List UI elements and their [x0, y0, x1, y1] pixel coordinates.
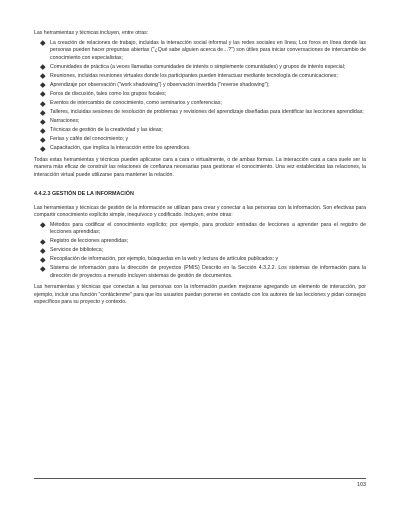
list-item-text: Servicios de biblioteca; [50, 247, 104, 254]
list-item [50, 82, 366, 90]
list-item [50, 109, 366, 117]
list-item [50, 118, 366, 126]
diamond-bullet-icon [40, 257, 45, 262]
list-item [50, 64, 366, 72]
diamond-bullet-icon [40, 92, 45, 97]
diamond-bullet-icon [40, 119, 45, 124]
diamond-bullet-icon [40, 101, 45, 106]
list-item-text: Talleres, incluidas sesiones de resolución de problemas y revisiones del aprendizaje diseñadas para identificar las lecciones aprendidas; [50, 109, 364, 116]
list-item-text: Métodos para codificar el conocimiento explícito; por ejemplo, para producir entradas de lecciones a aprender para el registro de lecciones aprendidas; [50, 221, 366, 236]
diamond-bullet-icon [40, 248, 45, 253]
list-item-text: Capacitación, que implica la interacción entre los aprendices. [50, 145, 191, 152]
diamond-bullet-icon [40, 74, 45, 79]
list-item-text: Aprendizaje por observación ("work shadowing") y observación invertida ("reverse shadowing"); [50, 81, 270, 88]
paragraph-interaction: Todas estas herramientas y técnicas pueden aplicarse cara a cara o virtualmente, o de ambas formas. La interacción cara a cara suele ser la manera más eficaz de construir las relaciones de confianza necesarias para gestionar el conocimiento. Una vez establecidas las relaciones, la interacción virtual puede utilizarse para mantener la relación. [34, 156, 366, 178]
diamond-bullet-icon [40, 83, 45, 88]
diamond-bullet-icon [40, 222, 45, 227]
list-item-text: Técnicas de gestión de la creatividad y las ideas; [50, 127, 163, 134]
list-item [50, 222, 366, 237]
list-item-text: La creación de relaciones de trabajo, incluidas la interacción social informal y las redes sociales en línea; Los foros en línea donde las personas pueden hacer preguntas abiertas ("¿Qué sabe alguien acerca de…?") son útiles para iniciar conversaciones de intercambio de conocimiento con especialistas; [50, 39, 366, 61]
diamond-bullet-icon [40, 146, 45, 151]
list-item [50, 73, 366, 81]
list-item-text: Registro de lecciones aprendidas; [50, 238, 129, 245]
diamond-bullet-icon [40, 64, 45, 69]
intro-text: Las herramientas y técnicas incluyen, entre otras: [34, 30, 149, 36]
page-content [34, 30, 366, 307]
list-item [50, 91, 366, 99]
list-item [50, 145, 366, 153]
diamond-bullet-icon [40, 266, 45, 271]
list-item-text: Comunidades de práctica (a veces llamadas comunidades de interés o simplemente comunidades) y grupos de interés especial; [50, 63, 346, 70]
list-item [50, 256, 366, 264]
list-item [50, 127, 366, 135]
list-item [50, 265, 366, 280]
list-item-text: Foros de discusión, tales como los grupos focales; [50, 90, 167, 97]
section-heading: 4.4.2.3 GESTIÓN DE LA INFORMACIÓN [34, 191, 134, 198]
list-item [50, 40, 366, 63]
footer-divider [34, 478, 366, 479]
list-item [50, 136, 366, 144]
list-item-text: Narraciones; [50, 118, 80, 125]
paragraph-connecting: Las herramientas y técnicas que conectan a las personas con la información pueden mejorarse agregando un elemento de interacción, por ejemplo, incluir una función "contáctenme" para que los usuarios puedan ponerse en contacto con los autores de las lecciones y pidan consejos específicos para su proyecto y contexto. [34, 284, 366, 306]
diamond-bullet-icon [40, 128, 45, 133]
list-item-text: Ferias y cafés del conocimiento; y [50, 136, 129, 143]
list-item-text: Reuniones, incluidas reuniones virtuales donde los participantes pueden interactuar mediante tecnología de comunicaciones; [50, 72, 338, 79]
diamond-bullet-icon [40, 40, 45, 45]
list-item-text: Sistema de información para la dirección de proyectos (PMIS) Descrito en la Sección 4.3.2.2. Los sistemas de información para la dirección de proyectos a menudo incluyen sistemas de gestión de documentos. [50, 265, 366, 279]
page-number: 103 [357, 482, 366, 488]
list-item [50, 100, 366, 108]
list-item-text: Recopilación de información, por ejemplo, búsquedas en la web y lectura de artículos publicados; y [50, 256, 279, 263]
list-item [50, 247, 366, 255]
diamond-bullet-icon [40, 239, 45, 244]
paragraph-information-management: Las herramientas y técnicas de gestión de la información se utilizan para crear y conectar a las personas con la información. Son efectivas para compartir conocimiento explícito simple, inequívoco y codificado. Incluyen, entre otras: [34, 204, 366, 219]
knowledge-techniques-list [34, 40, 366, 153]
list-item-text: Eventos de intercambio de conocimiento, como seminarios y conferencias; [50, 99, 222, 106]
list-item [50, 238, 366, 246]
diamond-bullet-icon [40, 110, 45, 115]
information-techniques-list [34, 222, 366, 281]
diamond-bullet-icon [40, 137, 45, 142]
